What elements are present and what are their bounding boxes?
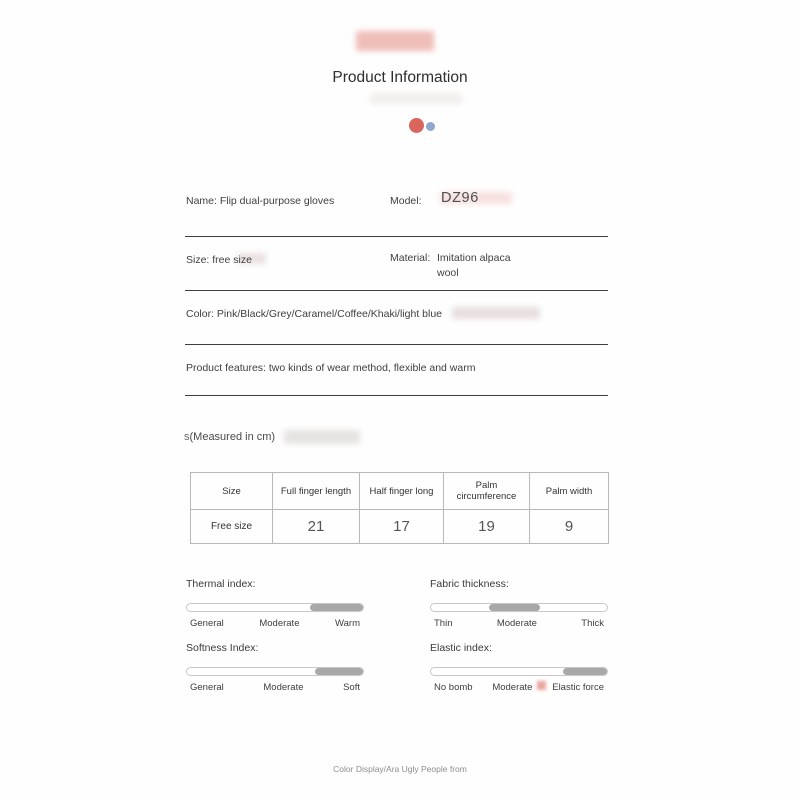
tick-label: Thin [434,618,453,629]
tick-label: Moderate [496,618,537,629]
tick-label: Moderate [263,682,304,693]
softness-slider-track [186,667,364,676]
tick-label: Warm [335,618,360,629]
indicator-thermal [186,578,364,629]
blue-dot-icon [426,122,435,131]
tick-label: Moderate [492,682,533,693]
size-table [190,472,609,544]
divider-line [185,344,608,345]
col-header-palm-width: Palm width [530,473,609,510]
model-label: Model: [390,195,422,207]
product-color: Color: Pink/Black/Grey/Caramel/Coffee/Khaki/light blue [186,308,443,320]
product-features: Product features: two kinds of wear method, flexible and warm [186,362,476,374]
col-header-size: Size [191,473,273,510]
softness-slider-fill [315,668,363,675]
indicator-label: Softness Index: [186,642,259,654]
tick-label: Elastic force [552,682,604,693]
size-table-header-row [191,473,609,510]
title-decoration-dots [409,117,449,135]
divider-line [185,236,608,237]
col-header-full-finger: Full finger length [273,473,360,510]
indicator-elastic [430,642,608,693]
watermark-top [356,31,434,51]
indicator-ticks [430,618,608,629]
material-value: Imitation alpaca wool [437,252,511,279]
size-section-heading [184,431,275,443]
tick-label: Thick [581,618,604,629]
indicator-label: Elastic index: [430,642,492,654]
fabric-slider-fill [489,604,540,611]
elastic-slider-fill [563,668,607,675]
divider-line [185,290,608,291]
cell-palm-circumference: 19 [444,510,530,544]
tick-label: No bomb [434,682,473,693]
indicator-ticks [186,682,364,693]
col-header-palm-circumference: Palm circumference [444,473,530,510]
cell-palm-width: 9 [530,510,609,544]
indicator-label: Fabric thickness: [430,578,509,590]
footer-caption: Color Display/Ara Ugly People from [333,764,467,774]
divider-line [185,395,608,396]
indicator-ticks [430,682,608,693]
indicator-softness [186,642,364,693]
col-header-half-finger: Half finger long [360,473,444,510]
heading-text: (Measured in cm) [189,431,276,443]
indicator-label: Thermal index: [186,578,256,590]
tick-label: General [190,682,224,693]
product-size: Size: free size [186,254,252,266]
size-table-data-row [191,510,609,544]
cell-size: Free size [191,510,273,544]
product-name: Name: Flip dual-purpose gloves [186,195,335,207]
watermark-measured [284,430,360,444]
indicator-ticks [186,618,364,629]
fabric-slider-track [430,603,608,612]
watermark-subtitle [370,93,462,104]
red-dot-icon [409,118,424,133]
indicator-fabric-thickness [430,578,608,629]
heading-prefix: s [184,431,190,443]
cell-full-finger: 21 [273,510,360,544]
page-title: Product Information [332,69,468,86]
watermark-color [452,307,540,319]
model-value: DZ96 [441,190,479,206]
cell-half-finger: 17 [360,510,444,544]
tick-label: Moderate [259,618,300,629]
material-label: Material: [390,252,431,264]
thermal-slider-fill [310,604,363,611]
tick-label: Soft [343,682,360,693]
tick-label: General [190,618,224,629]
thermal-slider-track [186,603,364,612]
elastic-slider-track [430,667,608,676]
